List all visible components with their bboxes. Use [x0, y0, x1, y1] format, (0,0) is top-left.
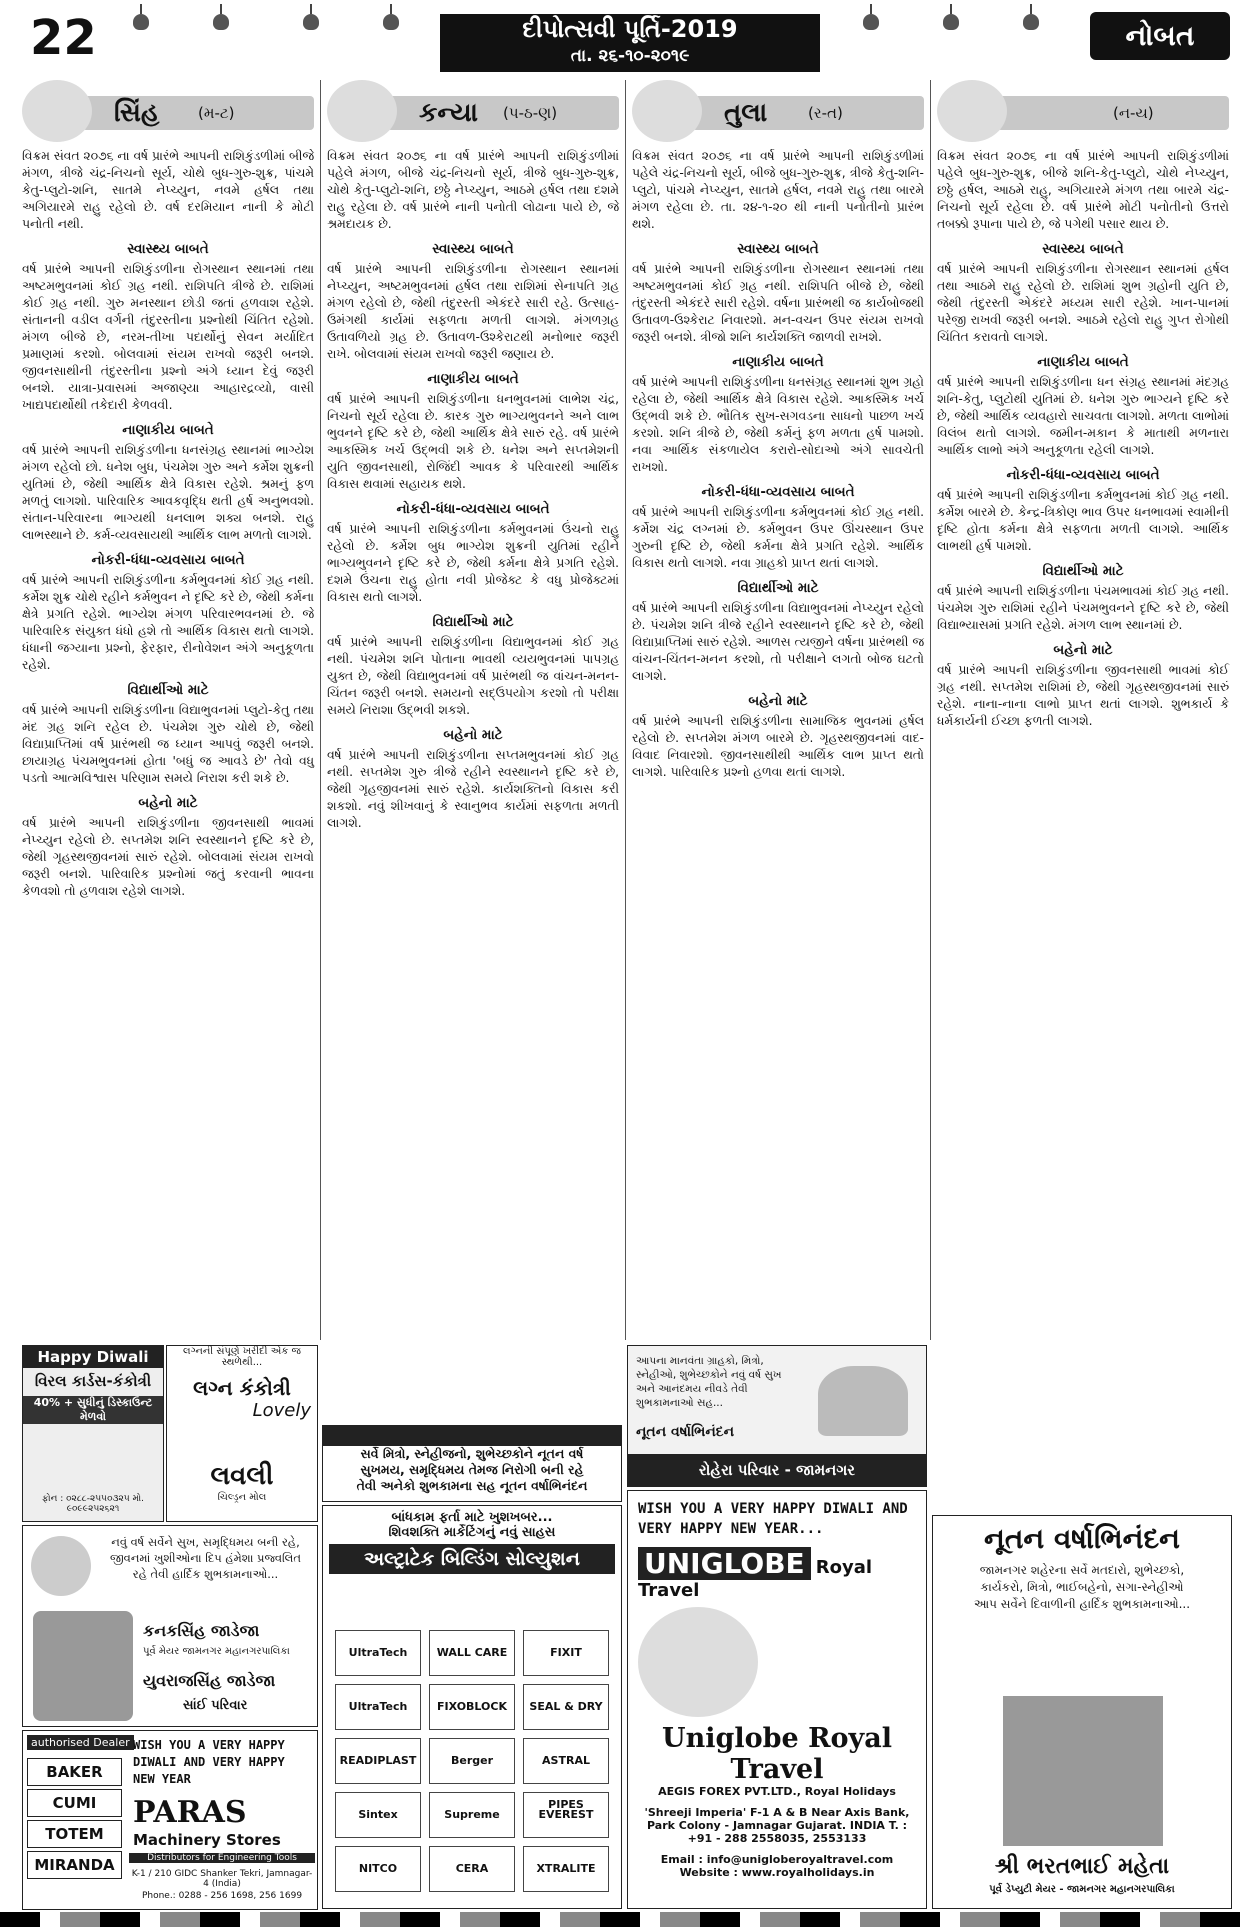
section-paragraph: વર્ષ પ્રારંભે આપની રાશિકુંડળીના રોગસ્થાન સ્થાનમાં તથા અષ્ટમભુવનમાં કોઈ ગ્રહ નથી. રાશિપતિ ત્રીજે છે. રાશિમાં કોઈ ગ્રહ નથી. ગુરુ મનસ્થાન છોડી જતાં હળવાશ રહેશે. સંતાનની વડીલ વર્ગની તંદુરસ્તીના પ્રશ્નોથી ચિંતિત રહેશો. મંગળ બીજે છે, નરમ-તીખા પદાર્થોનું સેવન મર્યાદિત પ્રમાણમાં કરશો. બોલવામાં સંયમ રાખવો જરૂરી બનશે. જીવનસાથીની તંદુરસ્તીના પ્રશ્નો અંગે ધ્યાન દેવું જરૂરી બનશે. યાત્રા-પ્રવાસમાં અજાણ્યા આહારદ્રવ્યો, વાસી ખાદ્યપદાર્થોથી તકેદારી કેળવવી.: [22, 262, 314, 412]
ad-lovely: લગ્નની સંપૂર્ણ ખરીદી એક જ સ્થળેથી... લગ્ન કંકોત્રી Lovely લવલી ચિલ્ડ્રન મોલ: [166, 1345, 318, 1522]
page-title: દીપોત્સવી પૂર્તિ-2019 તા. ૨૬-૧૦-૨૦૧૯: [440, 14, 820, 72]
issue-date: તા. ૨૬-૧૦-૨૦૧૯: [570, 46, 690, 66]
section-paragraph: વર્ષ પ્રારંભે આપની રાશિકુંડળીના કર્મભુવનમાં કોઈ ગ્રહ નથી. કર્મેશ ચંદ્ર લગ્નમાં છે. કર્મભુવન ઉપર ઊંચસ્થાન ઉપર ગુરુની દૃષ્ટિ છે, જેથી કર્મના ક્ષેત્રે પ્રગતિ રહેશે. આર્થિક વિકાસ થતો લાગશે. નવા ગ્રાહકો પ્રાપ્ત થતાં લાગશે.: [632, 505, 924, 570]
partner-logo: READIPLAST: [335, 1738, 421, 1784]
column-kanya: [327, 80, 619, 1340]
ad-uniglobe: WISH YOU A VERY HAPPY DIWALI AND VERY HAPPY NEW YEAR... UNIGLOBE Royal Travel Uniglobe Royal Travel AEGIS FOREX PVT.LTD., Royal Holidays 'Shreeji Imperia' F-1 A & B Near Axis Bank, Park Colony - Jamnagar Gujarat. INDIA T. : +91 - 288 2558035, 2553133 Email : info@unigloberoyaltravel.com Website : www.royalholidays.in: [627, 1490, 927, 1909]
section-paragraph: વર્ષ પ્રારંભે આપની રાશિકુંડળીના જીવનસાથી ભાવમાં નેપ્ચ્યુન રહેલો છે. સપ્તમેશ શનિ સ્વસ્થાનને દૃષ્ટિ કરે છે, જેથી ગૃહસ્થજીવનમાં સારું રહેશે. બોલવામાં સંયમ રાખવો જરૂરી બનશે. પારિવારિક પ્રશ્નોમાં જતું કરવાની ભાવના કેળવશો તો હળવાશ રહેશે લાગશે.: [22, 816, 314, 898]
section-paragraph: વર્ષ પ્રારંભે આપની રાશિકુંડળીના વિદ્યાભુવનમાં કોઈ ગ્રહ નથી. પંચમેશ શનિ પોતાના ભાવથી વ્યયભુવનમાં પાપગ્રહ યુક્ત છે, જેથી વિદ્યાભુવનમાં વર્ષ પ્રારંભથી જ વાંચન-મનન-ચિંતન જરૂરી બનશે. સમયનો સદ્ઉપયોગ કરશો તો પરીક્ષા સમયે નિરાશા ઉદ્ભવી શકશે.: [327, 635, 619, 717]
section-paragraph: વર્ષ પ્રારંભે આપની રાશિકુંડળીના કર્મભુવનમાં કોઈ ગ્રહ નથી. કર્મેશ બારમે છે. કેન્દ્ર-ત્રિકોણ ભાવ ઉપર ધનભાવમાં સ્વામીની દૃષ્ટિ હોતા કર્મના ક્ષેત્રે સફળતા મળતી લાગશે. આર્થિક લાભથી હર્ષ પામશો.: [937, 488, 1229, 553]
section-paragraph: વર્ષ પ્રારંભે આપની રાશિકુંડળીના ધનભુવનમાં લાભેશ ચંદ્ર, નિચનો સૂર્ય રહેલા છે. કારક ગુરુ ભાગ્યભુવનને અને લાભ ભુવનને દૃષ્ટિ કરે છે, જેથી આર્થિક ક્ષેત્રે સારું રહે. વર્ષ પ્રારંભે આકસ્મિક ખર્ચ ઉદ્ભવી શકે છે. ધનેશ અને સપ્તમેશની યુતિ જીવનસાથી, રોજિંદી આવક કે પરિવારથી આર્થિક વિકાસ થવામાં સહાયક થશે.: [327, 392, 619, 491]
swastik-icon: [323, 1426, 621, 1446]
section-paragraph: વર્ષ પ્રારંભે આપની રાશિકુંડળીના ધનસંગ્રહ સ્થાનમાં શુભ ગ્રહો રહેલા છે, જેથી આર્થિક ક્ષેત્રે વિકાસ રહેશે. આકસ્મિક ખર્ચ ઉદ્ભવી શકે છે. ભૌતિક સુખ-સગવડના સાધનો પાછળ ખર્ચ કરશો. શનિ ત્રીજે છે, જેથી કર્મનું ફળ મળતા હર્ષ પામશો. નવા આર્થિક સંકળાયેલ કરારો-સોદાઓ અંગે સાવચેતી રાખશો.: [632, 375, 924, 474]
zodiac-header: [632, 80, 924, 142]
section-heading: નાણાકીય બાબતે: [122, 422, 214, 438]
zodiac-letters: (મ-ટ): [198, 104, 235, 122]
section-heading: નોકરી-ધંધા-વ્યવસાય બાબતે: [91, 552, 245, 568]
section-heading: નોકરી-ધંધા-વ્યવસાય બાબતે: [701, 484, 855, 500]
zodiac-name: તુલા: [724, 98, 768, 128]
zodiac-letters: (પ-ઠ-ણ): [503, 104, 558, 122]
uniglobe-logo: UNIGLOBE: [638, 1547, 811, 1580]
section-heading: સ્વાસ્થ્ય બાબતે: [1042, 241, 1124, 257]
intro-paragraph: વિક્રમ સંવત ૨૦૭૬ ના વર્ષ પ્રારંભે આપની રાશિકુંડળીમાં પહેલે મંગળ, બીજે ચંદ્ર-નિચનો સૂર્ય, ત્રીજે બુધ-ગુરુ-શુક્ર, ચોથે કેતુ-પ્લુટો-શનિ, છઠ્ઠે નેપ્ચ્યુન, આઠમે હર્ષલ તથા દશમે રાહુ રહેલા છે. વર્ષ પ્રારંભે નાની પનોતી લોઢાના પાયે છે, જે શ્રમદાયક છે.: [327, 149, 619, 231]
section-heading: નોકરી-ધંધા-વ્યવસાય બાબતે: [1006, 467, 1160, 483]
section-paragraph: વર્ષ પ્રારંભે આપની રાશિકુંડળીના રોગસ્થાન સ્થાનમાં હર્ષલ તથા આઠમે રાહુ રહેલો છે. રાશિમાં શુભ ગ્રહોની યુતિ છે, જેથી તંદુરસ્તી એકંદરે મધ્યમ સારી રહેશે. ખાન-પાનમાં પરેજી રાખવી જરૂરી બનશે. આઠમે રહેલો રાહુ ગુપ્ત રોગોથી ચિંતિત કરાવતો લાગશે.: [937, 262, 1229, 344]
brand-logo: BAKER: [27, 1758, 122, 1786]
lamp-icon: [210, 4, 232, 32]
diya-icon: [818, 1366, 908, 1436]
partner-logo: Supreme: [429, 1792, 515, 1838]
section-heading: સ્વાસ્થ્ય બાબતે: [432, 241, 514, 257]
section-heading: નાણાકીય બાબતે: [732, 354, 824, 370]
lamp-icon: [300, 4, 322, 32]
section-paragraph: વર્ષ પ્રારંભે આપની રાશિકુંડળીના રોગસ્થાન સ્થાનમાં નેપ્ચ્યુન, અષ્ટમભુવનમાં હર્ષલ તથા રાશિમાં સેનાપતિ ગ્રહ મંગળ રહેલો છે, જેથી તંદુરસ્તી એકંદરે સારી રહે. ઉત્સાહ-ઉમંગથી કાર્યમાં સફળતા મળતી લાગશે. મંગળગ્રહ ઉતાવળિયો ગ્રહ છે. ઉતાવળ-ઉશ્કેરાટથી મનોભાર જરૂરી રાખે. બોલવામાં સંયમ રાખવો જરૂરી જણાય છે.: [327, 262, 619, 361]
partner-logo: WALL CARE: [429, 1630, 515, 1676]
partner-logo: EVEREST: [523, 1792, 609, 1838]
section-heading: બહેનો માટે: [138, 795, 198, 811]
section-heading: સ્વાસ્થ્ય બાબતે: [127, 241, 209, 257]
section-paragraph: વર્ષ પ્રારંભે આપની રાશિકુંડળીના સામાજિક ભુવનમાં હર્ષલ રહેલો છે. સપ્તમેશ મંગળ બારમે છે. ગૃહસ્થજીવનમાં વાદ-વિવાદ નિવારશો. જીવનસાથીથી આર્થિક લાભ પ્રાપ્ત થતો લાગશે. પારિવારિક પ્રશ્નો હળવા થતાં લાગશે.: [632, 714, 924, 779]
ad-viral-cards: Happy Diwali વિરલ કાર્ડસ-કંકોત્રી 40% + સુધીનું ડિસ્કાઉન્ટ મેળવો ફોન : ૦૨૮૮-૨૫૫૦૩૨૫ મો. ૯૦૯૯૨૫૨૬૨૧: [22, 1345, 164, 1522]
intro-paragraph: વિક્રમ સંવત ૨૦૭૬ ના વર્ષ પ્રારંભે આપની રાશિકુંડળીમાં પહેલે બુધ-ગુરુ-શુક્ર, બીજે શનિ-કેતુ-પ્લુટો, ચોથે નેપ્ચ્યુન, છઠ્ઠે હર્ષલ, આઠમે રાહુ, અગિયારમે મંગળ તથા બારમે ચંદ્ર-નિચનો સૂર્ય રહેલા છે. વર્ષ પ્રારંભે મોટી પનોતીનો ઉત્તરો તબક્કો રૂપાના પાયે છે, જે પગેથી પસાર થાય છે.: [937, 149, 1229, 231]
section-heading: નાણાકીય બાબતે: [427, 371, 519, 387]
horoscope-columns: [22, 80, 1232, 1340]
section-paragraph: વર્ષ પ્રારંભે આપની રાશિકુંડળીના ધનસંગ્રહ સ્થાનમાં ભાગ્યેશ મંગળ રહેલો છો. ધનેશ બુધ, પંચમેશ ગુરુ અને કર્મેશ શુક્રની યુતિમાં છે, જેથી આર્થિક ક્ષેત્રે વિકાસ રહેશે. શ્રમનું ફળ મળતું લાગશો. પારિવારિક આવકવૃદ્ધિ થતી હર્ષ અનુભવશો. સંતાન-પરિવારના ભાગ્યથી ધનલાભ શક્ય બનશે. રાહુ લાભસ્થાને છે. કર્મ-વ્યવસાયથી આર્થિક લાભ મળતો લાગશે.: [22, 443, 314, 542]
section-heading: બહેનો માટે: [748, 693, 808, 709]
brand-logo: CUMI: [27, 1789, 122, 1817]
lamp-icon: [130, 4, 152, 32]
section-paragraph: વર્ષ પ્રારંભે આપની રાશિકુંડળીના ધન સંગ્રહ સ્થાનમાં મંદગ્રહ શનિ-કેતુ, પ્લુટોથી યુતિમાં છે. ધનેશ ગુરુ ભાગ્યને દૃષ્ટિ કરે છે, જેથી આર્થિક વ્યવહારો સાચવતા લાગશો. મળતા લાભોમાં વિલંબ થતો લાગશે. જમીન-મકાન કે માતાથી મળનારા આર્થિક લાભો અંગે અનુકૂળતા રહેલી લાગશે.: [937, 375, 1229, 457]
zodiac-sign-icon: [22, 80, 92, 142]
partner-logo: FIXOBLOCK: [429, 1684, 515, 1730]
section-paragraph: વર્ષ પ્રારંભે આપની રાશિકુંડળીના કર્મભુવનમાં ઉંચનો રાહુ રહેલો છે. કર્મેશ બુધ ભાગ્યેશ શુક્રની યુતિમાં રહીને ભાગ્યભુવનને દૃષ્ટિ કરે છે, જેથી કર્મના ક્ષેત્રે પ્રગતિ રહેશે. દશમે ઉંચના રાહુ હોતા નવી પ્રોજેક્ટ કે વધુ પ્રોજેક્ટમાં વિકાસ થતો લાગશે.: [327, 522, 619, 604]
section-heading: બહેનો માટે: [1053, 642, 1113, 658]
column-tula: [632, 80, 924, 1340]
section-heading: નોકરી-ધંધા-વ્યવસાય બાબતે: [396, 501, 550, 517]
lamp-icon: [380, 4, 402, 32]
ad-jadeja: નવું વર્ષ સર્વેને સુખ, સમૃદ્ધિમય બની રહે, જીવનમાં ખુશીઓના દિપ હંમેશા પ્રજ્વલિત રહે તેવી હાર્દિક શુભકામનાઓ... કનકસિંહ જાડેજા પૂર્વ મેયર જામનગર મહાનગરપાલિકા યુવરાજસિંહ જાડેજા સાંઈ પરિવાર: [22, 1525, 318, 1727]
brand-logo: MIRANDA: [27, 1851, 122, 1879]
zodiac-sign-icon: [632, 80, 702, 142]
section-paragraph: વર્ષ પ્રારંભે આપની રાશિકુંડળીના રોગસ્થાન સ્થાનમાં તથા અષ્ટમભુવનમાં કોઈ ગ્રહ નથી. રાશિપતિ બીજે છે, જેથી તંદુરસ્તી એકંદરે સારી રહેશે. વર્ષના પ્રારંભથી જ કાર્યબોજથી ઉતાવળ-ઉશ્કેરાટ નિવારશો. મન-વચન ઉપર સંયમ રાખવો જરૂરી બનશે. ત્રીજો શનિ કાર્યશક્તિ જાળવી રાખશે.: [632, 262, 924, 344]
partner-logo: NITCO: [335, 1846, 421, 1892]
ad-ultratech: બાંધકામ ફર્તા માટે ખુશખબર... શિવશક્તિ માર્કેટિંગનું નવું સાહસ અલ્ટ્રાટેક બિલ્ડિંગ સોલ્યુશન UltraTech WALL CARE FIXITUltraTech FIXOBLOCK SEAL & DRYREADIPLAST Berger ASTRAL PIPESSintex Supreme EVERESTNITCO CERA XTRALITE: [322, 1505, 622, 1909]
partner-logo: ASTRAL PIPES: [523, 1738, 609, 1784]
lamp-icon: [1020, 4, 1042, 32]
section-paragraph: વર્ષ પ્રારંભે આપની રાશિકુંડળીના જીવનસાથી ભાવમાં કોઈ ગ્રહ નથી. સપ્તમેશ રાશિમાં છે, જેથી ગૃહસ્થજીવનમાં સારું રહેશે. નાના-નાના લાભો પ્રાપ્ત થતાં લાગશે. શુભકાર્ય કે ધર્મકાર્યની ઈચ્છા ફળતી લાગશે.: [937, 663, 1229, 728]
lamp-icon: [860, 4, 882, 32]
intro-paragraph: વિક્રમ સંવત ૨૦૭૬ ના વર્ષ પ્રારંભે આપની રાશિકુંડળીમાં બીજે મંગળ, ત્રીજે ચંદ્ર-નિચનો સૂર્ય, ચોથે બુધ-ગુરુ-શુક્ર, પાંચમે કેતુ-પ્લુટો-શનિ, સાતમે નેપ્ચ્યુન, નવમે હર્ષલ તથા અગિયારમે રાહુ રહેલો છે. વર્ષ દરમિયાન નાની કે મોટી પનોતી નથી.: [22, 149, 314, 231]
partner-logo: XTRALITE: [523, 1846, 609, 1892]
partner-logo: CERA: [429, 1846, 515, 1892]
brand-list: [27, 1755, 122, 1882]
section-paragraph: વર્ષ પ્રારંભે આપની રાશિકુંડળીના વિદ્યાભુવનમાં પ્લુટો-કેતુ તથા મંદ ગ્રહ શનિ રહેલ છે. પંચમેશ ગુરુ ચોથે છે, જેથી વિદ્યાપ્રાપ્તિમાં વર્ષ પ્રારંભથી જ ધ્યાન આપવું જરૂરી બનશે. છાયાગ્રહ પંચમભુવનમાં હોતા 'બધું જ આવડે છે' તેવો વધુ પડતો આત્મવિશ્વાસ પરિણામ સમયે નિરાશ કરી શકે છે.: [22, 703, 314, 785]
partner-logo: Sintex: [335, 1792, 421, 1838]
partner-logo: UltraTech: [335, 1684, 421, 1730]
ad-rohera: આપના માનવંતા ગ્રાહકો, મિત્રો, સ્નેહીઓ, શુભેચ્છકોને નવું વર્ષ સુખ અને આનંદમય નીવડે તેવી શુભકામનાઓ સહ... નૂતન વર્ષાભિનંદન રોહેરા પરિવાર - જામનગર: [627, 1345, 927, 1487]
zodiac-header: [937, 80, 1229, 142]
page-header: [0, 0, 1250, 78]
zodiac-sign-icon: [937, 80, 1007, 142]
zodiac-sign-icon: [327, 80, 397, 142]
logo-grid: [331, 1626, 613, 1896]
ad-greeting-swastik: સર્વે મિત્રો, સ્નેહીજનો, શુભેચ્છકોને નૂતન વર્ષ સુખમય, સમૃદ્ધિમય તેમજ નિરોગી બની રહે તેવી અનેકો શુભકામના સહ નૂતન વર્ષાભિનંદન: [322, 1425, 622, 1502]
section-heading: વિદ્યાર્થીઓ માટે: [432, 614, 514, 630]
section-heading: વિદ્યાર્થીઓ માટે: [127, 682, 209, 698]
column-vrushchik: [937, 80, 1229, 1340]
zodiac-letters: (ર-ત): [808, 104, 843, 122]
section-paragraph: વર્ષ પ્રારંભે આપની રાશિકુંડળીના વિદ્યાભુવનમાં નેપ્ચ્યુન રહેલો છે. પંચમેશ શનિ ત્રીજે રહીને સ્વસ્થાનને દૃષ્ટિ કરે છે, જેથી વિદ્યાપ્રાપ્તિમાં સારું રહેશે. આળસ ત્યજીને વર્ષના પ્રારંભથી જ વાંચન-ચિંતન-મનન કરશો, તો પરીક્ષાને લગતો બોજ ઘટતો લાગશે.: [632, 601, 924, 683]
zodiac-name: સિંહ: [114, 98, 160, 128]
partner-logo: Berger: [429, 1738, 515, 1784]
portrait-photo: [33, 1611, 133, 1721]
partner-logo: SEAL & DRY: [523, 1684, 609, 1730]
section-heading: વિદ્યાર્થીઓ માટે: [1042, 563, 1124, 579]
section-paragraph: વર્ષ પ્રારંભે આપની રાશિકુંડળીના સપ્તમભુવનમાં કોઈ ગ્રહ નથી. સપ્તમેશ ગુરુ ત્રીજે રહીને સ્વસ્થાનને દૃષ્ટિ કરે છે, જેથી ગૃહજીવનમાં સારું રહેશે. કાર્યશક્તિનો વિકાસ કરી શકશો. નવું શીખવાનું કે સ્વાનુભવ કાર્યમાં સફળતા મળતી લાગશે.: [327, 748, 619, 830]
column-simha: [22, 80, 314, 1340]
ad-paras: authorised Dealer BAKER CUMI TOTEM MIRANDA WISH YOU A VERY HAPPY DIWALI AND VERY HAPPY NEW YEAR PARAS Machinery Stores Distributors for Engineering Tools K-1 / 210 GIDC Shanker Tekri, Jamnagar-4 (India) Phone.: 0288 - 256 1698, 256 1699: [22, 1730, 318, 1910]
partner-logo: FIXIT: [523, 1630, 609, 1676]
ad-bharatbhai: નૂતન વર્ષાભિનંદન જામનગર શહેરના સર્વે મતદારો, શુભેચ્છકો, કાર્યકરો, મિત્રો, ભાઈબહેનો, સગા-સ્નેહીઓ આપ સર્વેને દિવાળીની હાર્દિક શુભકામનાઓ... શ્રી ભરતભાઈ મહેતા પૂર્વ ડેપ્યુટી મેયર - જામનગર મહાનગરપાલિકા: [932, 1515, 1232, 1909]
royal-holidays-logo: [638, 1607, 758, 1717]
section-heading: બહેનો માટે: [443, 727, 503, 743]
zodiac-name: કન્યા: [419, 98, 479, 128]
lamp-icon: [31, 1536, 91, 1596]
color-bar: [0, 1912, 1250, 1927]
zodiac-letters: (ન-ય): [1113, 104, 1154, 122]
section-paragraph: વર્ષ પ્રારંભે આપની રાશિકુંડળીના કર્મભુવનમાં કોઈ ગ્રહ નથી. કર્મેશ શુક્ર ચોથે રહીને કર્મભુવન ને દૃષ્ટિ કરે છે, જેથી કર્મના ક્ષેત્રે પ્રગતિ રહેશે. ભાગ્યેશ મંગળ પરિવારભવનમાં છે. જે પારિવારિક સંયુક્ત ધંધો હશે તો આર્થિક વિકાસ થતો લાગશે. ધંધાની જગ્યાના પ્રશ્નો, ફેરફાર, રીનોવેશન અંગે અનુકૂળતા રહેશે.: [22, 573, 314, 672]
section-heading: સ્વાસ્થ્ય બાબતે: [737, 241, 819, 257]
intro-paragraph: વિક્રમ સંવત ૨૦૭૬ ના વર્ષ પ્રારંભે આપની રાશિકુંડળીમાં પહેલે ચંદ્ર-નિચનો સૂર્ય, બીજે બુધ-ગુરુ-શુક્ર, ત્રીજે કેતુ-શનિ-પ્લુટો, પાંચમે નેપ્ચ્યુન, સાતમે હર્ષલ, નવમે રાહુ તથા બારમે મંગળ રહેલા છે. તા. ૨૪-૧-૨૦ થી નાની પનોતીનો પ્રારંભ થશે.: [632, 149, 924, 231]
brand-logo: TOTEM: [27, 1820, 122, 1848]
section-heading: નાણાકીય બાબતે: [1037, 354, 1129, 370]
partner-logo: UltraTech: [335, 1630, 421, 1676]
zodiac-header: [327, 80, 619, 142]
portrait-photo: [1003, 1696, 1163, 1846]
newspaper-logo: નોબત: [1090, 12, 1230, 60]
lamp-icon: [940, 4, 962, 32]
section-paragraph: વર્ષ પ્રારંભે આપની રાશિકુંડળીના પંચમભાવમાં કોઈ ગ્રહ નથી. પંચમેશ ગુરુ રાશિમાં રહીને પંચમભુવનને દૃષ્ટિ કરે છે, જેથી વિદ્યાભ્યાસમાં પ્રગતિ રહેશે. મંગળ લાભ સ્થાનમાં છે.: [937, 584, 1229, 632]
zodiac-header: [22, 80, 314, 142]
section-heading: વિદ્યાર્થીઓ માટે: [737, 580, 819, 596]
page-number: 22: [30, 10, 97, 66]
